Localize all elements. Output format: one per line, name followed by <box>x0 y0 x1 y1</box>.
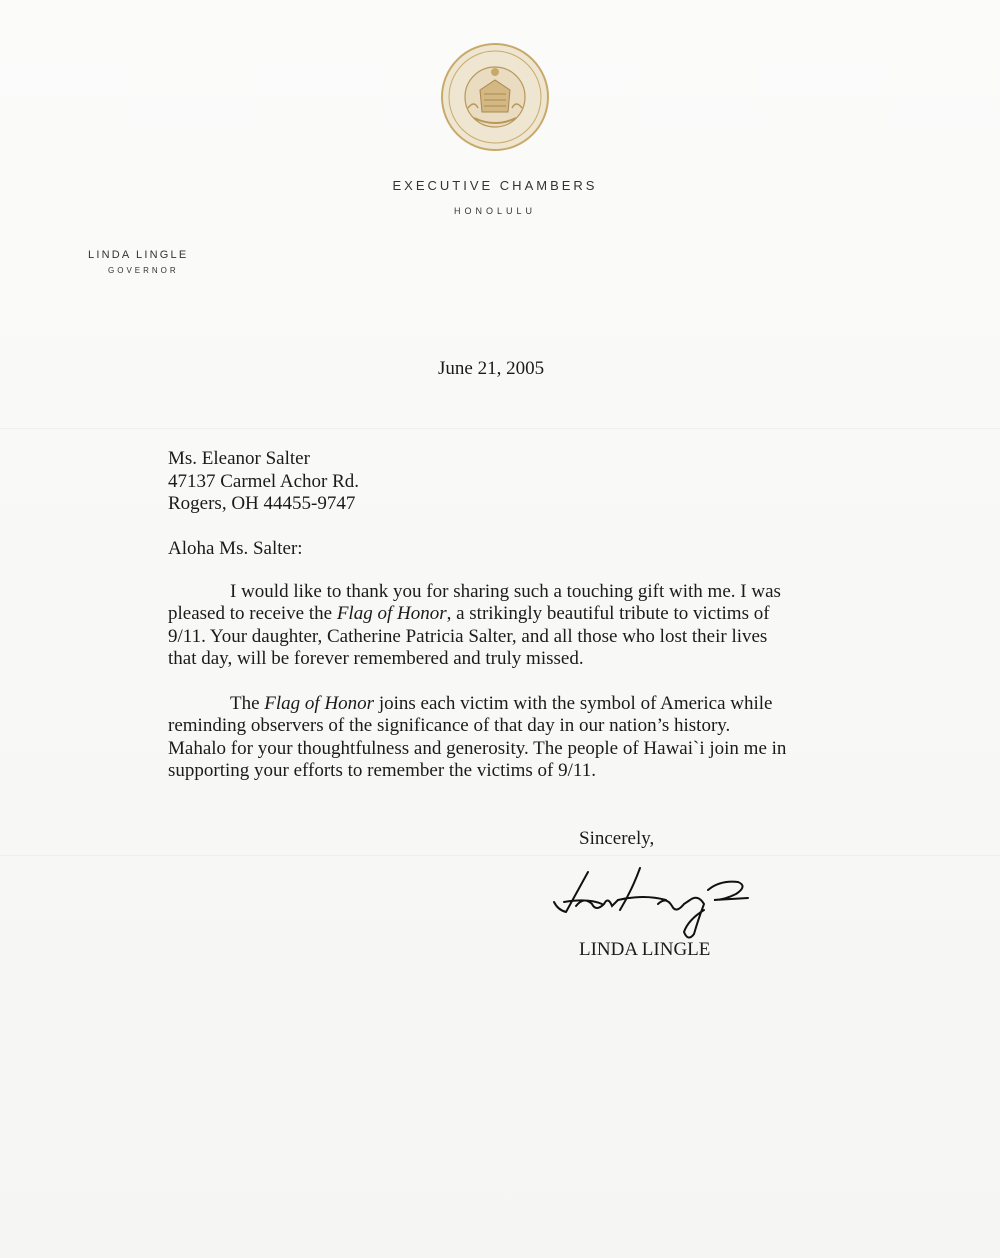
closing: Sincerely, <box>579 828 655 849</box>
paragraph-line: reminding observers of the significance of that day in our nation’s history. <box>168 715 731 737</box>
sender-name: LINDA LINGLE <box>88 249 189 261</box>
recipient-city: Rogers, OH 44455-9747 <box>168 493 356 514</box>
paragraph-line: The Flag of Honor joins each victim with the symbol of America while <box>230 693 773 714</box>
paragraph-line: Mahalo for your thoughtfulness and generosity. The people of Hawai`i join me in <box>168 737 787 759</box>
flag-of-honor-title: Flag of Honor <box>336 603 447 625</box>
office-city: HONOLULU <box>453 206 536 216</box>
body-paragraph-2 <box>168 693 787 782</box>
recipient-name: Ms. Eleanor Salter <box>168 448 310 469</box>
paper-fold <box>0 428 1000 430</box>
sender-title: GOVERNOR <box>108 266 179 275</box>
flag-of-honor-title: Flag of Honor <box>264 693 375 714</box>
paragraph-line: pleased to receive the Flag of Honor, a strikingly beautiful tribute to victims of <box>168 603 770 625</box>
salutation: Aloha Ms. Salter: <box>168 538 303 559</box>
recipient-address <box>168 448 359 516</box>
paragraph-line: supporting your efforts to remember the victims of 9/11. <box>168 759 596 781</box>
paragraph-line: that day, will be forever remembered and truly missed. <box>168 647 584 669</box>
letter-date: June 21, 2005 <box>438 358 545 379</box>
paragraph-line: I would like to thank you for sharing such a touching gift with me. I was <box>230 581 781 602</box>
body-paragraph-1 <box>168 581 781 670</box>
signer-name: LINDA LINGLE <box>579 939 711 960</box>
recipient-street: 47137 Carmel Achor Rd. <box>168 470 360 492</box>
office-title: EXECUTIVE CHAMBERS <box>392 178 598 193</box>
state-seal-icon <box>440 42 550 152</box>
paper-fold <box>0 855 1000 857</box>
paragraph-line: 9/11. Your daughter, Catherine Patricia Salter, and all those who lost their lives <box>168 625 768 647</box>
handwritten-signature <box>548 860 758 940</box>
